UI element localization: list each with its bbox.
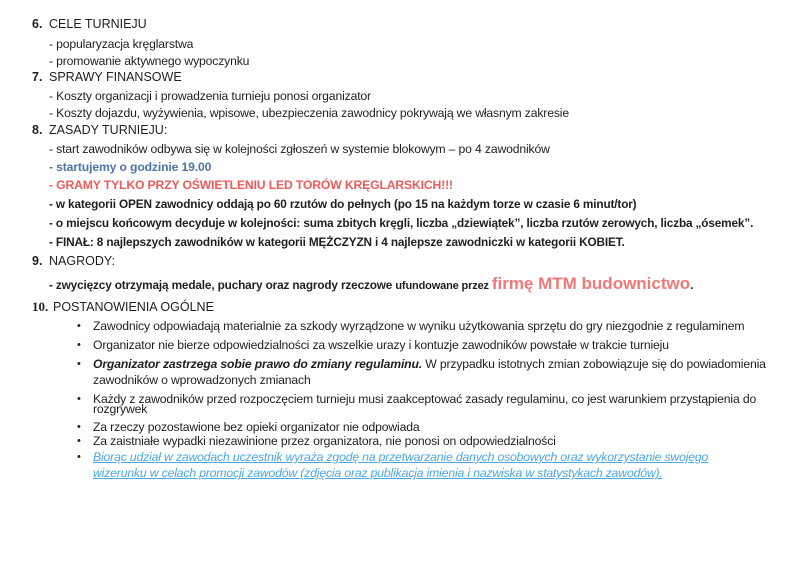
bullet-icon: •	[77, 339, 81, 351]
bullet-icon: •	[77, 451, 81, 463]
section-7-number: 7.	[32, 70, 43, 84]
prize-small: ufundowane przez	[395, 280, 492, 292]
section-8-title: ZASADY TURNIEJU:	[49, 123, 168, 137]
led-lighting-notice: - GRAMY TYLKO PRZY OŚWIETLENIU LED TORÓW KRĘGLARSKICH!!!	[49, 178, 453, 192]
bullet-icon: •	[77, 435, 81, 447]
bullet-icon: •	[77, 358, 81, 370]
rule-item	[93, 356, 766, 372]
section-8-item: - o miejscu końcowym decyduje w kolejności: suma zbitych kręgli, liczba „dziewiątek”, liczba rzutów zerowych, liczba „ósemek”.	[49, 216, 754, 230]
consent-link[interactable]: Biorąc udział w zawodach uczestnik wyraża zgodę na przetwarzanie danych osobowych oraz wykorzystanie swojego	[93, 450, 709, 464]
section-8-item: - FINAŁ: 8 najlepszych zawodników w kategorii MĘŻCZYZN i 4 najlepsze zawodniczki w kategorii KOBIET.	[49, 235, 625, 249]
bullet-icon: •	[77, 320, 81, 332]
rule-item: Za zaistniałe wypadki niezawinione przez organizatora, nie ponosi on odpowiedzialności	[93, 434, 556, 448]
section-10-number: 10.	[32, 299, 49, 314]
section-9-number: 9.	[32, 254, 43, 268]
section-6-item: - promowanie aktywnego wypoczynku	[49, 54, 250, 68]
section-8-item: - w kategorii OPEN zawodnicy oddają po 60 rzutów do pełnych (po 15 na każdym torze w czasie 6 minut/tor)	[49, 197, 637, 211]
section-7-title: SPRAWY FINANSOWE	[49, 70, 182, 84]
prize-end: .	[690, 278, 694, 292]
rule-item: Za rzeczy pozostawione bez opieki organizator nie odpowiada	[93, 420, 420, 434]
bullet-icon: •	[77, 393, 81, 405]
rule-item-continued: zawodników o wprowadzonych zmianach	[93, 373, 311, 387]
sponsor-name: firmę MTM budownictwo	[491, 274, 691, 293]
section-7-item: - Koszty dojazdu, wyżywienia, wpisowe, ubezpieczenia zawodnicy pokrywają we własnym zakresie	[49, 106, 569, 120]
rule-item: Każdy z zawodników przed rozpoczęciem turnieju musi zaakceptować zasady regulaminu, co jest warunkiem przystąpienia do	[93, 392, 757, 406]
section-8-number: 8.	[32, 123, 43, 137]
section-7-item: - Koszty organizacji i prowadzenia turnieju ponosi organizator	[49, 89, 371, 103]
rule-item-continued: rozgrywek	[93, 402, 148, 416]
section-6-title: CELE TURNIEJU	[49, 17, 147, 31]
section-8-item: - start zawodników odbywa się w kolejności zgłoszeń w systemie blokowym – po 4 zawodników	[49, 142, 550, 156]
section-6-number: 6.	[32, 17, 43, 31]
bullet-icon: •	[77, 421, 81, 433]
rule-item: Organizator nie bierze odpowiedzialności za wszelkie urazy i kontuzje zawodników powstałe w trakcie turnieju	[93, 338, 669, 352]
consent-link-continued[interactable]: wizerunku w celach promocji zawodów (zdjęcia oraz publikacja imienia i nazwiska w statystykach zawodów).	[93, 466, 663, 480]
start-time-note: - startujemy o godzinie 19.00	[49, 160, 212, 174]
prize-text: - zwycięzcy otrzymają medale, puchary oraz nagrody rzeczowe	[49, 278, 396, 292]
prize-line	[49, 276, 693, 294]
section-10-title: POSTANOWIENIA OGÓLNE	[53, 300, 214, 314]
rule-change-bold: Organizator zastrzega sobie prawo do zmiany regulaminu.	[93, 357, 423, 371]
rule-item: Zawodnicy odpowiadają materialnie za szkody wyrządzone w wyniku użytkowania sprzętu do gry niezgodnie z regulaminem	[93, 319, 745, 333]
section-9-title: NAGRODY:	[49, 254, 115, 268]
rule-change-rest: W przypadku istotnych zmian zobowiązuje się do powiadomienia	[422, 357, 766, 371]
section-6-item: - popularyzacja kręglarstwa	[49, 37, 194, 51]
